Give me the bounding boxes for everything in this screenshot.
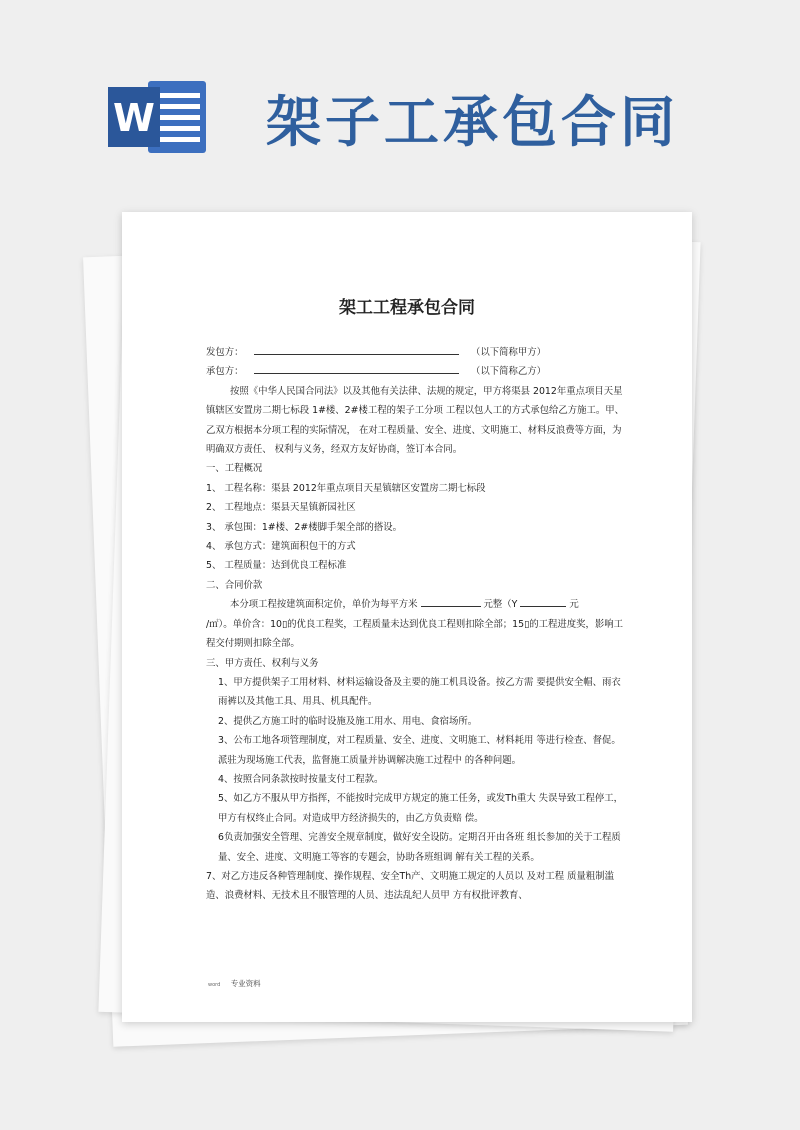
- list-item: 6负责加强安全管理、完善安全规章制度，做好安全设防。定期召开由各班 组长参加的关于工程质量、安全、进度、文明施工等容的专题会，协助各班组调 解有关工程的关系。: [218, 832, 621, 863]
- price-text: 元: [569, 599, 579, 611]
- party-b-note: （以下简称乙方）: [471, 366, 547, 378]
- price-line: [206, 595, 626, 614]
- svg-text:W: W: [113, 96, 155, 140]
- footer-word-mark: word: [208, 982, 221, 988]
- page-footer: [208, 978, 261, 989]
- party-a-blank: [254, 343, 459, 355]
- price-detail: /㎡）。单价含：10▯的优良工程奖，工程质量未达到优良工程则扣除全部；15▯的工程进度奖，影响工程交付期则扣除全部。: [206, 618, 624, 650]
- party-b-blank: [254, 362, 459, 374]
- list-item: 5、 工程质量：达到优良工程标准: [206, 560, 347, 572]
- list-item: 1、甲方提供架子工用材料、材料运输设备及主要的施工机具设备。按乙方需 要提供安全帽、雨衣雨裤以及其他工具、用具、机具配件。: [218, 676, 621, 708]
- section-heading: 三、甲方责任、权利与义务: [206, 657, 319, 669]
- section-heading: 二、合同价款: [206, 579, 263, 591]
- list-item: 2、 工程地点：渠县天星镇新园社区: [206, 502, 356, 514]
- list-item: 7、对乙方违反各种管理制度、操作规程、安全Th产、文明施工规定的人员以 及对工程 质量粗制滥造、浪费材料、无技术且不服管理的人员、违法乱纪人员甲 方有权批评教育、: [206, 870, 614, 902]
- party-b-line: [206, 362, 626, 381]
- document-body: [206, 343, 626, 906]
- party-a-note: （以下简称甲方）: [471, 347, 547, 358]
- list-item: 1、 工程名称：渠县 2012年重点项目天星镇辖区安置房二期七标段: [206, 482, 486, 494]
- document-page: [122, 212, 692, 1022]
- list-item: 5、如乙方不服从甲方指挥，不能按时完成甲方规定的施工任务，或发Th重大 失误导致工程停工，甲方有权终止合同。对造成甲方经济损失的，由乙方负责赔 偿。: [218, 793, 623, 824]
- section-heading: 一、工程概况: [206, 463, 263, 475]
- unit-price-number-blank: [520, 596, 566, 607]
- party-a-line: [206, 343, 626, 362]
- price-text: 本分项工程按建筑面积定价，单价为每平方米: [230, 599, 418, 611]
- party-a-label: 发包方：: [206, 347, 244, 358]
- party-b-label: 承包方：: [206, 366, 244, 378]
- footer-text: 专业资料: [230, 979, 261, 988]
- list-item: 2、提供乙方施工时的临时设施及施工用水、用电、食宿场所。: [218, 715, 478, 727]
- unit-price-blank: [421, 596, 481, 607]
- list-item: 3、 承包围：1#楼、2#楼脚手架全部的搭设。: [206, 521, 402, 533]
- word-document-icon: [108, 75, 210, 159]
- list-item: 3、公布工地各项管理制度，对工程质量、安全、进度、文明施工、材料耗用 等进行检查、督促。派驻为现场施工代表，监督施工质量并协调解决施工过程中 的各种问题。: [218, 735, 621, 766]
- price-text: 元整（Y: [483, 599, 518, 611]
- list-item: 4、 承包方式：建筑面积包干的方式: [206, 541, 356, 553]
- intro-paragraph: 按照《中华人民国合同法》以及其他有关法律、法规的规定，甲方将渠县 2012年重点项目天星镇辖区安置房二期七标段 1#楼、2#楼工程的架子工分项 工程以包人工的方式承包给乙方施工。甲、乙双方根据本分项工程的实际情况， 在对工程质量、安全、进度、文明施工、材料反浪费等方面，为明确双方责任、 权利与义务，经双方友好协商，签订本合同。: [206, 385, 624, 456]
- document-title: 架工工程承包合同: [339, 298, 475, 318]
- banner-title: 架子工承包合同: [266, 89, 680, 154]
- list-item: 4、按照合同条款按时按量支付工程款。: [218, 773, 384, 785]
